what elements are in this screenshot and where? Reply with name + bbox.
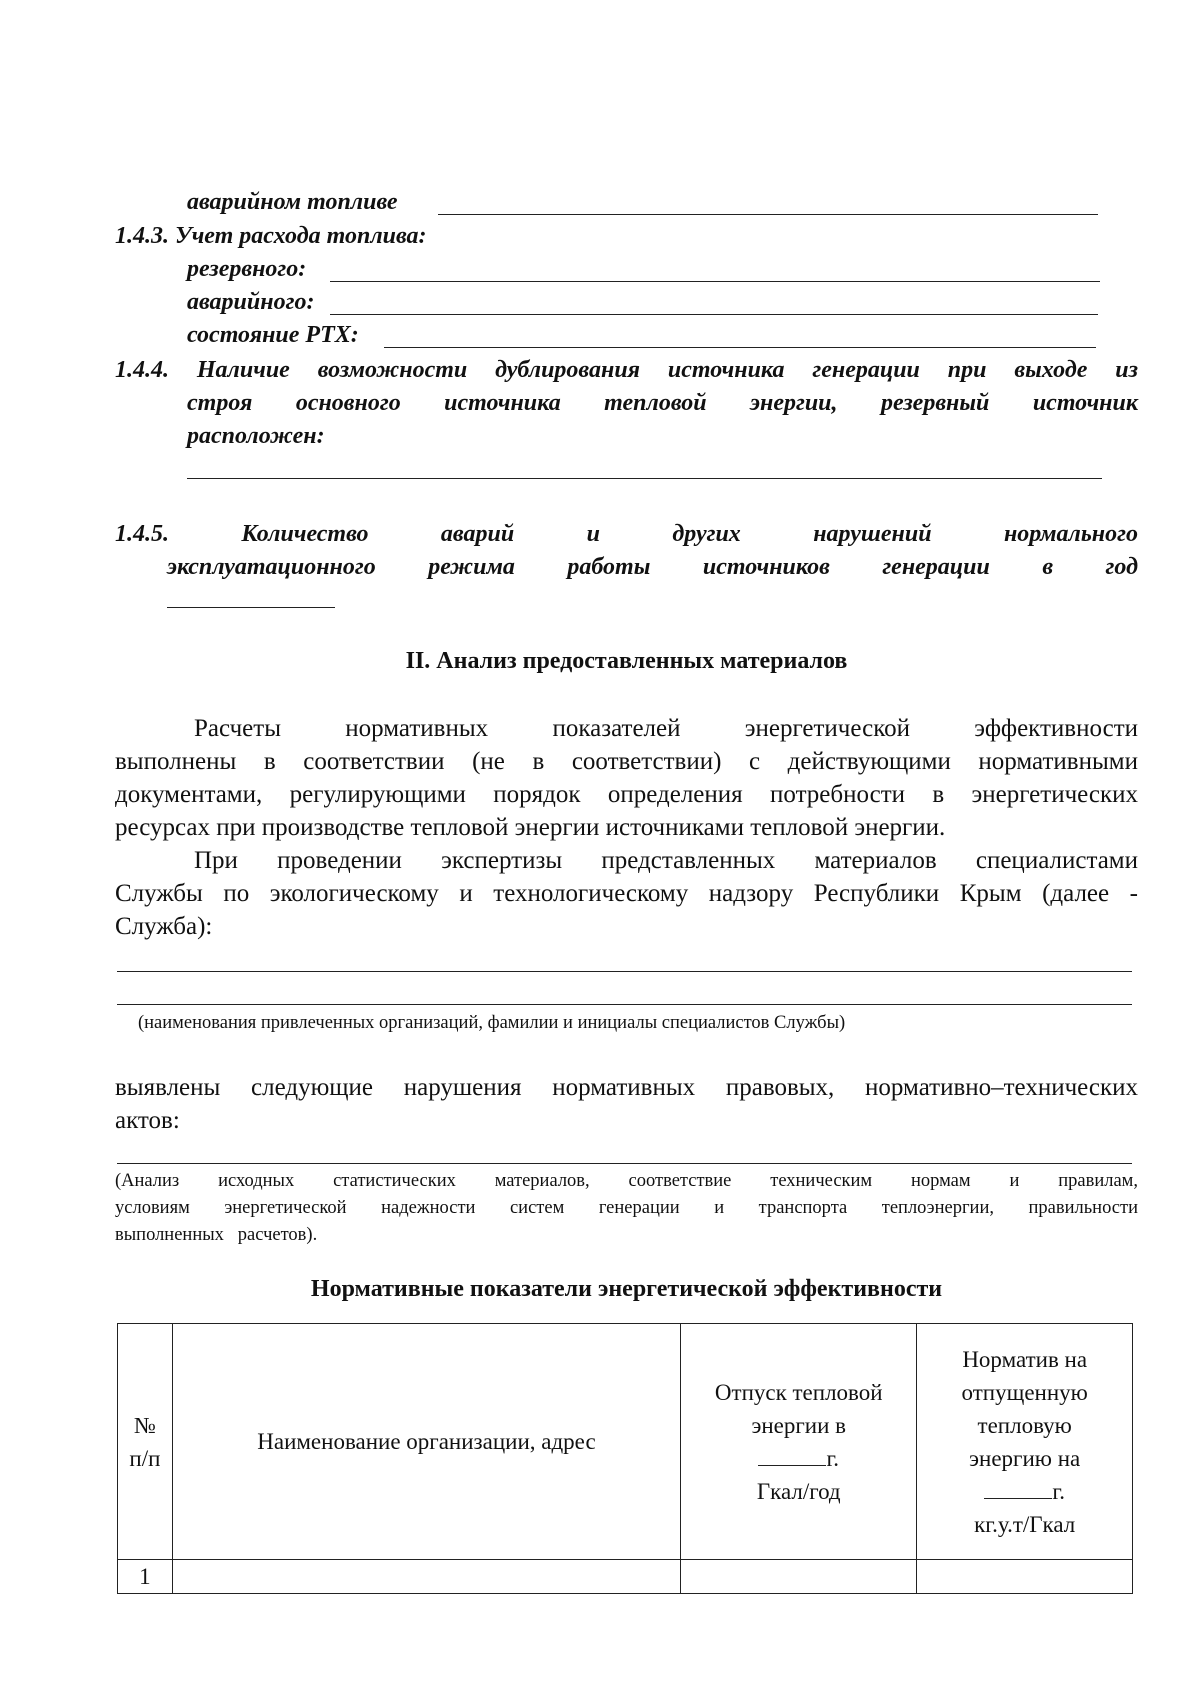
col-heat-output-l2: энергии в xyxy=(751,1412,847,1438)
specialists-caption: (наименования привлеченных организаций, фамилии и инициалы специалистов Службы) xyxy=(138,1013,846,1033)
col-number-abbr: п/п xyxy=(129,1445,161,1471)
col-number-symbol: № xyxy=(133,1412,156,1438)
table-title: Нормативные показатели энергетической эффективности xyxy=(310,1276,943,1302)
efficiency-table xyxy=(117,1323,1133,1594)
violations-line xyxy=(117,1163,1132,1164)
table-header-row xyxy=(118,1324,1133,1560)
para1-line4: ресурсах при производстве тепловой энергии источниками тепловой энергии. xyxy=(115,814,946,841)
row1-heat-output xyxy=(681,1560,917,1594)
para1-line3: документами, регулирующими порядок определения потребности в энергетических xyxy=(115,781,1138,808)
col-norm-unit: кг.у.т/Гкал xyxy=(974,1511,1076,1537)
item-1-4-4-line1: 1.4.4. Наличие возможности дублирования источника генерации при выходе из xyxy=(115,357,1138,383)
col-norm-l2: отпущенную xyxy=(961,1379,1088,1405)
reserve-source-line xyxy=(187,478,1102,479)
reserve-fuel-label: резервного: xyxy=(187,256,307,282)
item-1-4-3: 1.4.3. Учет расхода топлива: xyxy=(115,223,427,249)
col-heat-output-l1: Отпуск тепловой xyxy=(714,1379,883,1405)
rtx-state-label: состояние РТХ: xyxy=(187,322,359,348)
para2-line1: При проведении экспертизы представленных материалов специалистами xyxy=(194,847,1138,874)
analysis-caption-line2: условиям энергетической надежности систем генерации и транспорта теплоэнергии, правильности xyxy=(115,1198,1138,1218)
col-heat-output-header xyxy=(681,1324,917,1560)
item-1-4-4-line2: строя основного источника тепловой энергии, резервный источник xyxy=(187,390,1138,416)
col-heat-output-unit: Гкал/год xyxy=(756,1478,841,1504)
section-2-title: II. Анализ предоставленных материалов xyxy=(405,648,848,674)
col-norm-l3: тепловую xyxy=(977,1412,1072,1438)
para2-line2: Службы по экологическому и технологическому надзору Республики Крым (далее - xyxy=(115,880,1138,907)
col-norm-year-suffix: г. xyxy=(1052,1478,1065,1504)
row1-number: 1 xyxy=(118,1560,173,1594)
analysis-caption-line1: (Анализ исходных статистических материалов, соответствие техническим нормам и правилам, xyxy=(115,1171,1138,1191)
emergency-fuel-accounting-label: аварийного: xyxy=(187,289,315,315)
row1-organization xyxy=(172,1560,680,1594)
accidents-count-line xyxy=(167,607,335,608)
reserve-fuel-line xyxy=(330,281,1100,282)
row1-norm xyxy=(917,1560,1133,1594)
table-row xyxy=(118,1560,1133,1594)
para3-line2: актов: xyxy=(115,1107,180,1134)
item-1-4-5-line2: эксплуатационного режима работы источников генерации в год xyxy=(167,554,1138,580)
item-1-4-5-line1: 1.4.5. Количество аварий и других нарушений нормального xyxy=(115,521,1138,547)
para1-line1: Расчеты нормативных показателей энергетической эффективности xyxy=(194,715,1138,742)
emergency-fuel-accounting-line xyxy=(330,314,1098,315)
col-norm-l4: энергию на xyxy=(969,1445,1081,1471)
col-organization-header: Наименование организации, адрес xyxy=(172,1324,680,1560)
col-number-header xyxy=(118,1324,173,1560)
specialists-line-2 xyxy=(117,1004,1132,1005)
emergency-fuel-line xyxy=(438,214,1098,215)
specialists-line-1 xyxy=(117,971,1132,972)
rtx-state-line xyxy=(384,347,1096,348)
col-heat-output-year-suffix: г. xyxy=(826,1445,840,1471)
col-heat-output-year xyxy=(681,1442,916,1475)
analysis-caption-line3: выполненных расчетов). xyxy=(115,1225,318,1245)
para2-line3: Служба): xyxy=(115,913,213,940)
item-1-4-4-line3: расположен: xyxy=(187,423,325,449)
emergency-fuel-label: аварийном топливе xyxy=(187,189,398,215)
col-norm-header xyxy=(917,1324,1133,1560)
para1-line2: выполнены в соответствии (не в соответствии) с действующими нормативными xyxy=(115,748,1138,775)
para3-line1: выявлены следующие нарушения нормативных правовых, нормативно–технических xyxy=(115,1074,1138,1101)
col-norm-l1: Норматив на xyxy=(962,1346,1088,1372)
col-norm-year xyxy=(917,1475,1132,1508)
